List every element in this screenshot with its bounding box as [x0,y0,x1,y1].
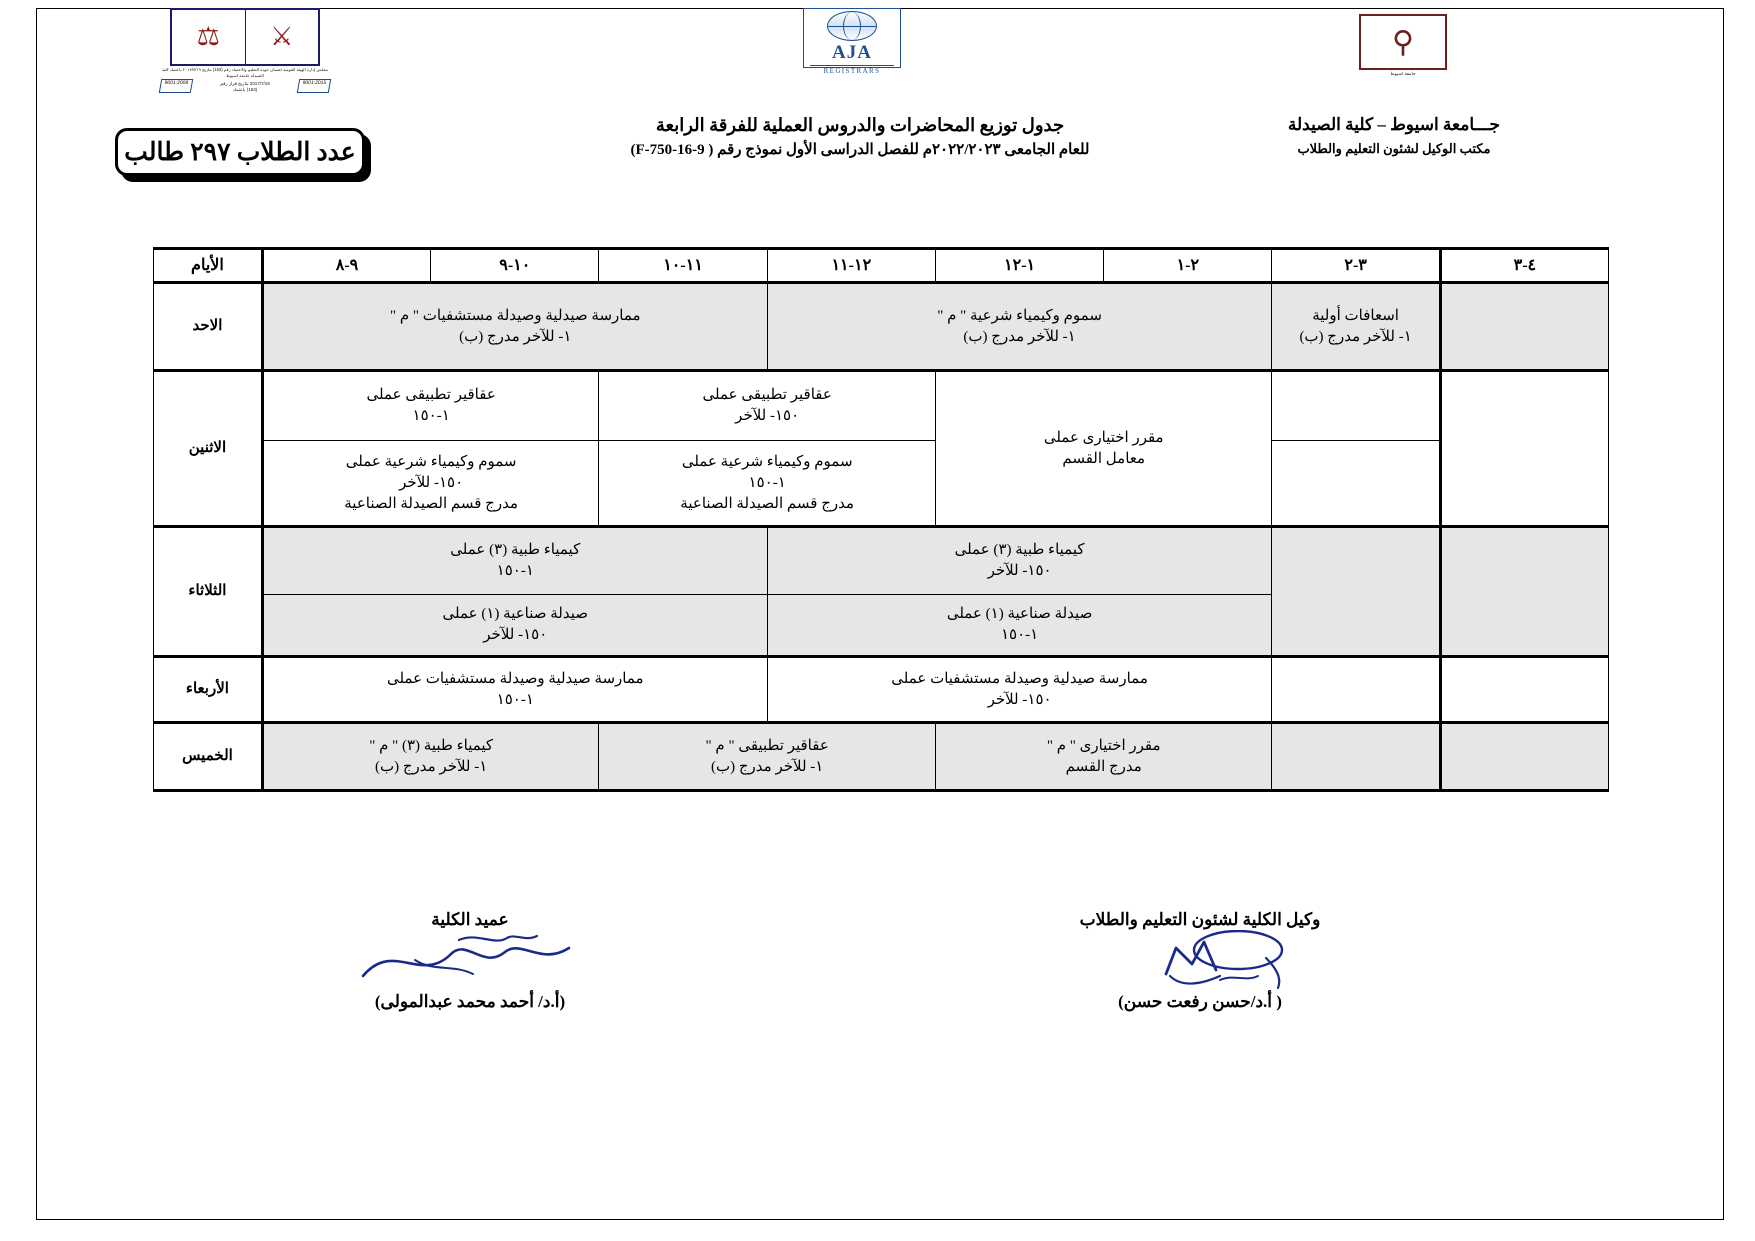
sunday-slot-8to11 [262,283,767,371]
course-group: ١-١٥٠ [1000,627,1039,643]
university-crest-icon: ⚲ [1359,14,1447,70]
course-name: ممارسة صيدلية وصيدلة مستشفيات " م " [389,307,641,324]
monday-slot-10to12-top [599,371,936,441]
time-header-1-2: ٢-١ [1104,249,1272,283]
course-name: سموم وكيمياء شرعية " م " [937,307,1102,324]
course-name: عقاقير تطبيقى عملى [702,387,832,403]
timetable [153,247,1609,792]
table-row [154,371,1609,441]
course-name: سموم وكيمياء شرعية عملى [345,453,517,470]
time-header-3-4: ٤-٣ [1440,249,1608,283]
assiut-university-logo [1348,14,1458,77]
course-name: مقرر اختيارى عملى [1043,429,1164,446]
course-name: ممارسة صيدلية وصيدلة مستشفيات عملى [891,670,1148,687]
table-row [154,657,1609,723]
table-row [154,441,1609,527]
day-label-sunday: الاحد [154,283,263,371]
document-title-block [590,112,1130,162]
iso-stamps [160,79,330,93]
day-label-monday: الاثنين [154,371,263,527]
office-name: مكتب الوكيل لشئون التعليم والطلاب [1297,141,1491,156]
aja-logo-frame [803,8,901,75]
course-group: ١٥٠- للآخر [987,691,1052,708]
pharmacy-emblem-icon: ⚔ [245,10,319,64]
thursday-slot-12to2 [935,723,1272,791]
accreditation-caption: مجلس إدارة الهيئة القومية لضمان جودة التعليم والاعتماد رقم (163) بتاريخ ٢٠١٧/٧/١٩ باعتماد كلية الصيدلة جامعة اسيوط [161,67,329,78]
vice-dean-signature-mark [980,930,1420,992]
time-header-10-11: ١١-١٠ [599,249,767,283]
table-row [154,283,1609,371]
course-name: سموم وكيمياء شرعية عملى [681,453,853,470]
course-name: صيدلة صناعية (١) عملى [946,606,1093,622]
course-name: كيمياء طبية (٣) عملى [954,542,1085,558]
time-header-2-3: ٣-٢ [1272,249,1440,283]
aja-registrars-logo [792,8,912,75]
university-emblem-icon: ⚖ [196,22,220,51]
course-room: مدرج قسم الصيدلة الصناعية [680,495,855,512]
student-count-badge [115,128,365,176]
course-group: ١٥٠- للآخر [987,563,1052,579]
institution-name: جـــامعة اسيوط – كلية الصيدلة [1287,115,1500,134]
time-header-9-10: ١٠-٩ [431,249,599,283]
sunday-slot-2-3 [1272,283,1440,371]
university-crest-caption: جامعة اسيوط [1390,71,1416,76]
course-group: ١٥٠- للآخر [735,408,800,424]
dean-signature-mark [300,930,640,992]
tuesday-slot-8to11-top [262,527,767,595]
course-name: كيمياء طبية (٣) " م " [369,737,494,754]
monday-slot-8to10-top [262,371,599,441]
course-group-room: ١- للآخر مدرج (ب) [374,758,488,775]
vice-dean-signature-block [980,910,1420,1012]
aja-logo-subtitle: REGISTRARS [810,65,894,75]
course-name: اسعافات أولية [1312,307,1399,324]
monday-slot-2-3-top [1272,371,1440,441]
aja-logo-title: AJA [832,42,872,63]
course-name: عقاقير تطبيقى عملى [366,387,496,403]
course-room: معامل القسم [1062,450,1146,467]
accreditation-logo [160,8,330,103]
sunday-slot-3-4 [1440,283,1608,371]
monday-slot-8to10-bottom [262,441,599,527]
tuesday-slot-3-4 [1440,527,1608,657]
course-name: كيمياء طبية (٣) عملى [450,542,581,558]
course-name: صيدلة صناعية (١) عملى [442,606,589,622]
dean-signature-block [300,910,640,1012]
day-label-thursday: الخميس [154,723,263,791]
vice-dean-name: ( أ.د/حسن رفعت حسن) [1118,992,1282,1011]
dean-title: عميد الكلية [431,910,509,929]
dean-name: (أ.د/ أحمد محمد عبدالمولى) [374,992,566,1011]
tuesday-slot-11to2-top [767,527,1272,595]
course-group-room: ١- للآخر مدرج (ب) [459,328,572,345]
course-name: مقرر اختيارى " م " [1046,737,1161,754]
course-room: مدرج القسم [1065,758,1142,775]
table-row [154,527,1609,595]
course-group-room: ١- للآخر مدرج (ب) [1299,328,1412,345]
time-header-12-1: ١-١٢ [935,249,1103,283]
thursday-slot-10to12 [599,723,936,791]
timetable-header-row [154,249,1609,283]
tuesday-slot-2-3 [1272,527,1440,657]
time-header-8-9: ٩-٨ [262,249,430,283]
wednesday-slot-2-3 [1272,657,1440,723]
thursday-slot-8to10 [262,723,599,791]
course-name: ممارسة صيدلية وصيدلة مستشفيات عملى [386,670,644,687]
student-count-text: عدد الطلاب ٢٩٧ طالب [115,128,365,176]
course-group: ١٥٠- للآخر [399,474,464,491]
globe-icon [827,11,877,41]
monday-slot-2-3-bottom [1272,441,1440,527]
institution-block [1288,112,1500,160]
monday-slot-3-4 [1440,371,1608,527]
wednesday-slot-3-4 [1440,657,1608,723]
course-room: مدرج قسم الصيدلة الصناعية [344,495,519,512]
monday-slot-10to12-bottom [599,441,936,527]
days-column-header: الأيام [154,249,263,283]
day-label-tuesday: الثلاثاء [154,527,263,657]
accreditation-logo-mark [170,8,320,66]
course-group-room: ١- للآخر مدرج (ب) [963,328,1076,345]
course-group: ١٥٠- للآخر [483,627,548,643]
iso-stamp-2015: 9001:2015 [297,79,331,93]
academic-year-subtitle: للعام الجامعى ٢٠٢٢/٢٠٢٣م للفصل الدراسى الأول نموذج رقم ( 9-16-750-F) [630,142,1090,158]
sunday-slot-11to2 [767,283,1272,371]
course-group: ١-١٥٠ [496,563,534,579]
time-header-11-12: ١٢-١١ [767,249,935,283]
iso-stamp-2008: 9001:2008 [159,79,193,93]
day-label-wednesday: الأربعاء [154,657,263,723]
tuesday-slot-8to11-bottom [262,595,767,657]
wednesday-slot-8to11 [262,657,767,723]
tuesday-slot-11to2-bottom [767,595,1272,657]
vice-dean-title: وكيل الكلية لشئون التعليم والطلاب [1079,910,1321,929]
thursday-slot-2-3 [1272,723,1440,791]
course-group: ١-١٥٠ [412,408,450,424]
course-name: عقاقير تطبيقى " م " [705,737,829,754]
course-group: ١-١٥٠ [748,474,786,491]
monday-slot-optional-lab [935,371,1272,527]
wednesday-slot-11to2 [767,657,1272,723]
course-group: ١-١٥٠ [496,691,534,708]
thursday-slot-3-4 [1440,723,1608,791]
accreditation-decree: 2017/7/19 بتاريخ قرار رقم (163) باعتماد [220,81,270,92]
table-row [154,723,1609,791]
course-group-room: ١- للآخر مدرج (ب) [711,758,824,775]
page-title: جدول توزيع المحاضرات والدروس العملية للفرقة الرابعة [655,115,1065,135]
